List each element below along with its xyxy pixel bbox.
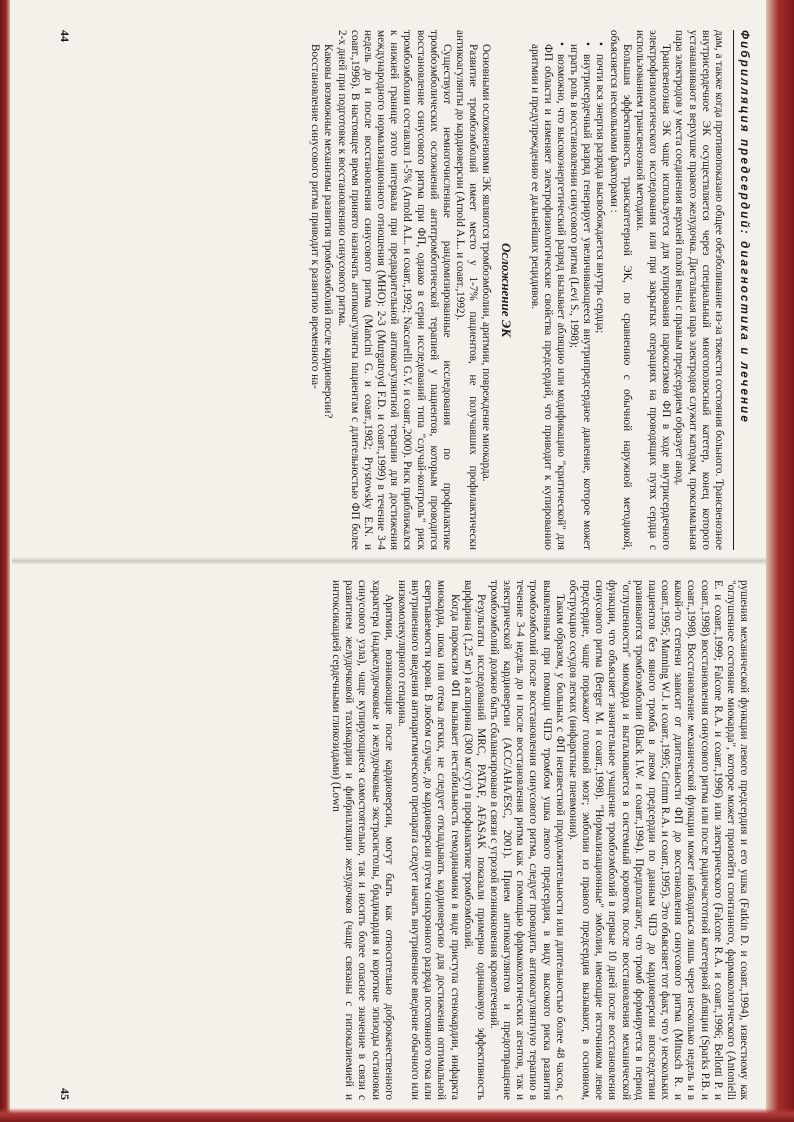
running-head: Фибрилляция предсердий: диагностика и лечение bbox=[733, 30, 750, 550]
paragraph: Аритмии, возникающие после кардиоверсии, могут быть как относительно доброкачественного характера (наджелудочковые и желудочковые экстрасистолы, брадикардия и короткие эпизоды остановки синусового узла), чаще купирующиеся самостоятельно, так и носить более опасное значение в связи с развитием желудочковой тахикардии и фибрилляции желудочков (чаще связаны с гипокалиемией и интоксикацией сердечными гликозидами) (Lown bbox=[330, 580, 395, 1100]
paragraph: Существуют немногочисленные рандомизированные исследования по профилактике тромбоэмболических осложнений антитромботической терапией у пациентов, которым проводится восстановление синусового ритма при ФП, однако в серии исследований типа "случай-контроль" риск тромбоэмболии составлял 1-5% (Arnold A.L. и соавт.,1992; Naccarelli G.V. и соавт.,2000). Риск приближался к нижней границе этого интервала при предварительной антикоагулянтной терапии для достижения международного нормализационного отношения (МНО): 2-3 (Murgatroyd F.D. и соавт.,1999) в течение 3-4 недель до и после восстановления синусового ритма (Mancini G. и соавт.,1982; Prystowsky E.N. и соавт.,1996). В настоящее время принято назначать антикоагулянты пациентам с длительностью ФП более 2-х дней при подготовке к восстановлению синусового ритма. bbox=[335, 30, 453, 550]
list-item: • возможно, что высокоэнергетический разряд вызывает абляцию или модификацию "критической" для ФП области и изменяет электрофизиологические свойства предсердий, что приводит к купированию аритмии и предупреждению ее дальнейших рецидивов. bbox=[528, 44, 567, 550]
paragraph: Результаты исследований MRC, PATAF, AFASAK показали примерно одинаковую эффективность варфарина (1,25 мг) и аспирина (300 мг/сут) в профилактике тромбоэмболий. bbox=[461, 580, 487, 1100]
paragraph: Большая эффективность транскатетерной ЭК, по сравнению с обычной наружной методикой, объясняется несколькими факторами : bbox=[607, 30, 633, 550]
list-item: • почти вся энергия разряда высвобождается внутрь сердца; bbox=[593, 44, 606, 550]
page-number: 45 bbox=[58, 1088, 73, 1100]
paragraph: дам, а также когда противопоказано общее обезболивание из-за тяжести состояния больного. Трансвенозное внутрисердечное ЭК осуществляется через специальный многополюсный катетер, конец которого устанавливают в верхушке правого желудочка. Дистальная пара электродов служит катодом, проксимальная пара электродов у места соединения верхней полой вены с правым предсердием образует анод. bbox=[673, 30, 725, 550]
factor-list bbox=[528, 30, 607, 550]
book-cover-edge-left bbox=[0, 0, 10, 1122]
paragraph: Каковы возможные механизмы развития тромбоэмболий после кардиоверсии? bbox=[322, 44, 335, 419]
paragraph: Трансвенозная ЭК чаще используется для купирования пароксизмов ФП в ходе внутрисердечного электрофизиологического исследования или при закрытых операциях на проводящих путях сердца с использованием трансвенозной методики. bbox=[633, 30, 673, 550]
paragraph: Развитие тромбоэмболий имеет место у 1-7% пациентов, не получавших профилактически антикоагулянты до кардиоверсии (Arnold A.L. и соавт.,1992). bbox=[454, 30, 480, 550]
page-number: 44 bbox=[58, 30, 73, 42]
paragraph: Таким образом, у больных с ФП неизвестной продолжительности или длительностью более 48 часов, с выявленным при помощи ЧПЭ тромбом ушка левого предсердия, в виду высокого риска развития тромбоэмболий после восстановления синусового ритма, следует проводить антикоагулянтную терапию в течение 3-4 недель до и после восстановления ритма как с помощью фармакологических агентов, так и электрической кардиоверсии (ACC/AHA/ESC, 2001). Прием антикоагулянтов и предотвращение тромбоэмболий должно быть сбалансировано в связи с угрозой возникновения кровотечений. bbox=[488, 580, 566, 1100]
book-cover-edge-right bbox=[766, 0, 794, 1122]
paragraph: Основными осложнениями ЭК являются тромбоэмболии, аритмии, повреждение миокарда. bbox=[480, 44, 493, 482]
section-heading: Осложнение ЭК bbox=[499, 242, 515, 338]
list-item: • внутрисердечный разряд генерирует увеличивающееся внутрипредсердное давление, которое может играть роль в восстановлении синусового ритма (Levi S., 1998); bbox=[567, 44, 593, 550]
book-cover-edge-bottom bbox=[0, 1108, 794, 1122]
paragraph: рушения механической функции левого предсердия и его ушка (Fatkin D. и соавт.,1994), известному как "оглушенное состояние миокарда", которое может произойти спонтанного, фармакологического (Antonielli E. и соавт.,1999; Falcone R.A. и соавт.,1996) или электрического (Falcone R.A. и соавт.,1996; Bellotti P. и соавт.,1998) восстановления синусового ритма или после радиочастотной катетерной абляции (Sparks P.B. и соавт.,1998). Восстановление механической функции может наблюдаться лишь через несколько недель и в какой-то степени зависит от длительности ФП до восстановления синусового ритма (Mitusch R. и соавт.,1995; Manning W.J. и соавт.,1995; Grimm R.A. и соавт.,1995). Это объясняет тот факт, что у нескольких пациентов без явного тромба в левом предсердии по данным ЧПЭ до кардиоверсии впоследствии развиваются тромбоэмболии (Black I.W. и соавт.,1994). Предполагают, что тромб формируется в период "оглушенности" миокарда и выталкивается в системный кровоток после восстановления механической функции, что объясняет значительное учащение тромбоэмболий в первые 10 дней после восстановления синусового ритма (Berger M. и соавт.,1998). "Нормализационные" эмболии, имеющие источником левое предсердие, чаще поражают головной мозг; эмболии из правого предсердия вызывают, в основном, обструкцию сосудов легких (инфарктные пневмонии). bbox=[566, 580, 750, 1100]
page-45 bbox=[50, 580, 750, 1100]
paragraph: Когда пароксизм ФП вызывает нестабильность гемодинамики в виде приступа стенокардии, инфаркта миокарда, шока или отека легких, не следует откладывать кардиоверсию для достижения оптимальной свертываемости крови. В любом случае, до кардиоверсии путем синхронного разряда постоянного тока или внутривенного введения антиаритмического препарата следует начать внутривенное введение обычного или низкомолекулярного гепарина. bbox=[395, 580, 461, 1100]
paragraph: Восстановление синусового ритма приводит к развитию временного на- bbox=[309, 44, 322, 389]
page-44 bbox=[50, 30, 750, 550]
book-spine-shadow bbox=[12, 557, 766, 565]
